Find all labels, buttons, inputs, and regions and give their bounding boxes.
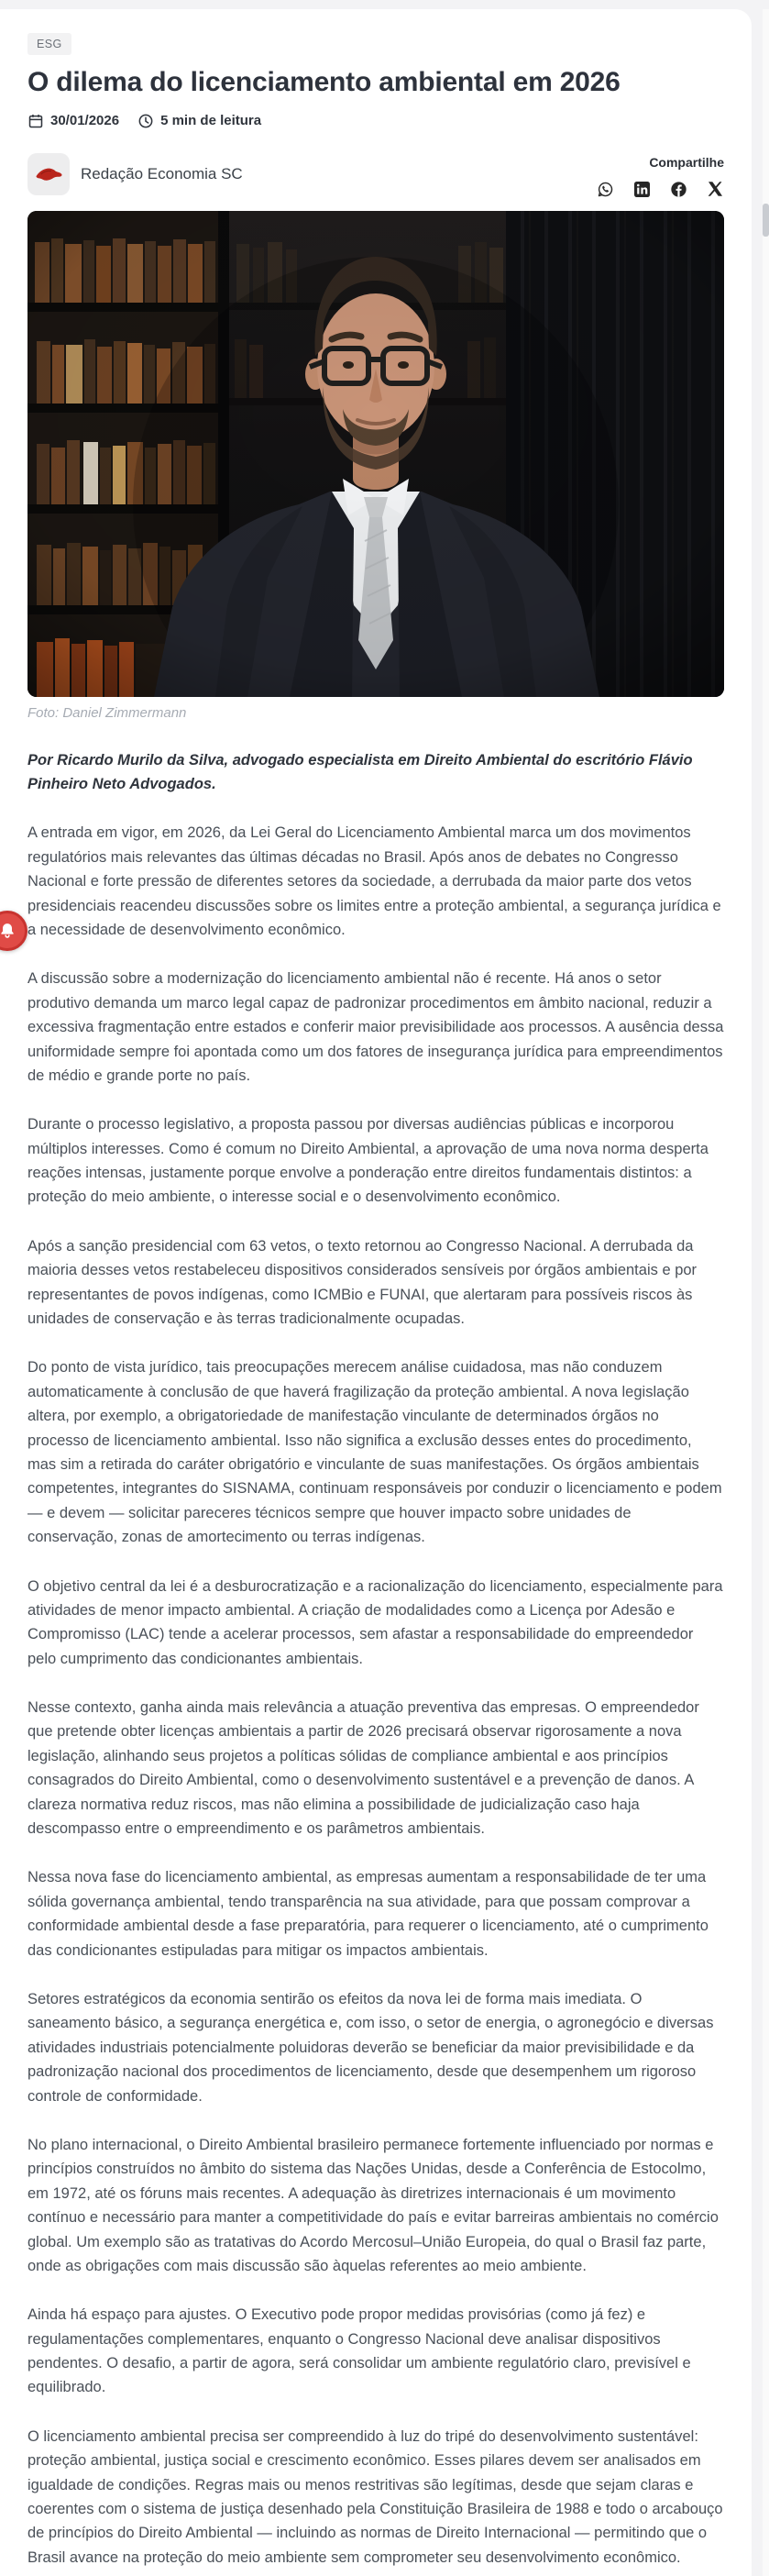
photo-credit: Foto: Daniel Zimmermann (27, 704, 187, 721)
brand-logo-icon (35, 164, 62, 184)
calendar-icon (27, 113, 44, 129)
article-meta (27, 113, 724, 129)
hero-image (27, 211, 724, 697)
x-twitter-icon (708, 181, 724, 197)
portrait-photo (27, 211, 724, 697)
linkedin-icon (634, 182, 650, 197)
author-name: Redação Economia SC (81, 164, 243, 182)
reading-time-label: 5 min de leitura (160, 113, 262, 129)
scrollbar-track[interactable] (763, 9, 769, 2576)
article-paragraph: O licenciamento ambiental precisa ser compreendido à luz do tripé do desenvolvimento sustentável: proteção ambiental, justiça social e crescimento econômico. Esses pilares devem ser analisados em igualdade de condições. Regras mais ou menos restritivas são legítimas, desde que sejam claras e coerentes com o sistema de justiça desenhado pela Constituição Brasileira de 1988 e todo o arcabouço de princípios do Direito Ambiental — incluindo as normas de Direito Internacional — permitindo que o Brasil avance na proteção do meio ambiente sem comprometer seu desenvolvimento econômico. (27, 2427, 723, 2566)
facebook-share-button[interactable] (670, 181, 687, 198)
article-paragraph: Do ponto de vista jurídico, tais preocupações merecem análise cuidadosa, mas não conduzem automaticamente à conclusão de que haverá fragilização da proteção ambiental. A nova legislação altera, por exemplo, a obrigatoriedade de manifestação vinculante de determinados órgãos no processo de licenciamento ambiental. Isso não significa a exclusão desses entes do procedimento, mas sim a retirada do caráter obrigatório e vinculante de suas manifestações. Os órgãos ambientais competentes, integrantes do SISNAMA, continuam responsáveis por conduzir o licenciamento e podem — e devem — solicitar pareceres técnicos sempre que houver impacto sobre unidades de conservação, zonas de amortecimento ou terras indígenas. (27, 1359, 722, 1546)
hero-figure (27, 211, 724, 721)
category-badge[interactable]: ESG (27, 33, 71, 55)
scrollbar-thumb[interactable] (763, 204, 769, 237)
reading-time (137, 113, 261, 129)
article-paragraph: Após a sanção presidencial com 63 vetos, o texto retornou ao Congresso Nacional. A derrubada da maioria desses vetos restabeleceu dispositivos considerados sensíveis por órgãos ambientais e por representantes de povos indígenas, como ICMBio e FUNAI, que alertaram para possíveis riscos às unidades de conservação e às terras tradicionalmente ocupadas. (27, 1237, 698, 1328)
article-paragraph: A entrada em vigor, em 2026, da Lei Geral do Licenciamento Ambiental marca um dos movimentos regulatórios mais relevantes das últimas décadas no Brasil. Após anos de debates no Congresso Nacional e forte pressão de diferentes setores da sociedade, a derrubada da maior parte dos vetos presidenciais reacendeu discussões sobre os limites entre a proteção ambiental, a segurança jurídica e a necessidade de desenvolvimento econômico. (27, 824, 721, 938)
x-share-button[interactable] (708, 181, 724, 197)
article-body (27, 748, 724, 2570)
share-block (597, 153, 724, 198)
article-paragraph: No plano internacional, o Direito Ambiental brasileiro permanece fortemente influenciado por normas e princípios construídos no âmbito do sistema das Nações Unidas, desde a Conferência de Estocolmo, em 1972, até os fóruns mais recentes. A adequação às diretrizes internacionais é um movimento contínuo e necessário para manter a competitividade do país e evitar barreiras ambientais no comércio global. Um exemplo são as tratativas do Acordo Mercosul–União Europeia, do qual o Brasil faz parte, onde as obrigações com mais discussão são àquelas referentes ao meio ambiente. (27, 2136, 719, 2274)
article-paragraph: Nessa nova fase do licenciamento ambiental, as empresas aumentam a responsabilidade de ter uma sólida governança ambiental, tendo transparência na sua atividade, para que possam comprovar a conformidade ambiental desde a fase preparatória, para requerer o licenciamento, até o cumprimento das condicionantes estipuladas para mitigar os impactos ambientais. (27, 1869, 709, 1959)
author-share-row (27, 153, 724, 198)
facebook-icon (670, 181, 687, 198)
publish-date (27, 113, 119, 129)
author[interactable] (27, 153, 243, 195)
article-paragraph: O objetivo central da lei é a desburocratização e a racionalização do licenciamento, especialmente para atividades de menor impacto ambiental. A criação de modalidades como a Licença por Adesão e Compromisso (LAC) tende a acelerar processos, sem afastar a responsabilidade do empreendedor pelo cumprimento das condicionantes ambientais. (27, 1577, 723, 1667)
article-byline: Por Ricardo Murilo da Silva, advogado especialista em Direito Ambiental do escritório Flávio Pinheiro Neto Advogados. (27, 751, 693, 792)
bell-icon (0, 922, 16, 940)
whatsapp-icon (597, 181, 614, 198)
share-label: Compartilhe (649, 154, 724, 170)
share-icons (597, 181, 724, 198)
article-card (0, 9, 752, 2576)
article-paragraph: A discussão sobre a modernização do licenciamento ambiental não é recente. Há anos o setor produtivo demanda um marco legal capaz de padronizar procedimentos em âmbito nacional, reduzir a excessiva fragmentação entre estados e conferir maior previsibilidade aos processos. A ausência dessa uniformidade sempre foi apontada como um dos fatores de insegurança jurídica para empreendimentos de médio e grande porte no país. (27, 970, 724, 1084)
article-paragraph: Ainda há espaço para ajustes. O Executivo pode propor medidas provisórias (como já fez) e regulamentações complementares, enquanto o Congresso Nacional deve analisar dispositivos pendentes. O desafio, a partir de agora, será consolidar um ambiente regulatório claro, previsível e equilibrado. (27, 2306, 691, 2396)
avatar (27, 153, 70, 195)
publish-date-label: 30/01/2026 (50, 113, 120, 129)
whatsapp-share-button[interactable] (597, 181, 614, 198)
linkedin-share-button[interactable] (634, 182, 650, 197)
article-paragraph: Durante o processo legislativo, a proposta passou por diversas audiências públicas e incorporou múltiplos interesses. Como é comum no Direito Ambiental, a aprovação de uma nova norma desperta reações intensas, justamente porque envolve a ponderação entre direitos fundamentais distintos: a proteção do meio ambiente, o interesse social e o desenvolvimento econômico. (27, 1116, 709, 1206)
clock-icon (137, 113, 154, 129)
article-paragraph: Nesse contexto, ganha ainda mais relevância a atuação preventiva das empresas. O empreendedor que pretende obter licenças ambientais a partir de 2026 precisará observar rigorosamente a nova legislação, alinhando seus projetos a políticas sólidas de compliance ambiental e aos princípios consagrados do Direito Ambiental, como o desenvolvimento sustentável e a prevenção de danos. A clareza normativa reduz riscos, mas não elimina a possibilidade de judicialização caso haja descompasso entre o empreendimento e os parâmetros ambientais. (27, 1699, 699, 1838)
article-paragraph: Setores estratégicos da economia sentirão os efeitos da nova lei de forma mais imediata. O saneamento básico, a segurança energética e, com isso, o setor de energia, o agronegócio e diversas atividades industriais potencialmente poluidoras deverão se beneficiar da maior previsibilidade e da padronização nacional dos procedimentos de licenciamento, desde que desempenhem um rigoroso controle de conformidade. (27, 1991, 714, 2105)
page-title: O dilema do licenciamento ambiental em 2026 (27, 67, 621, 97)
